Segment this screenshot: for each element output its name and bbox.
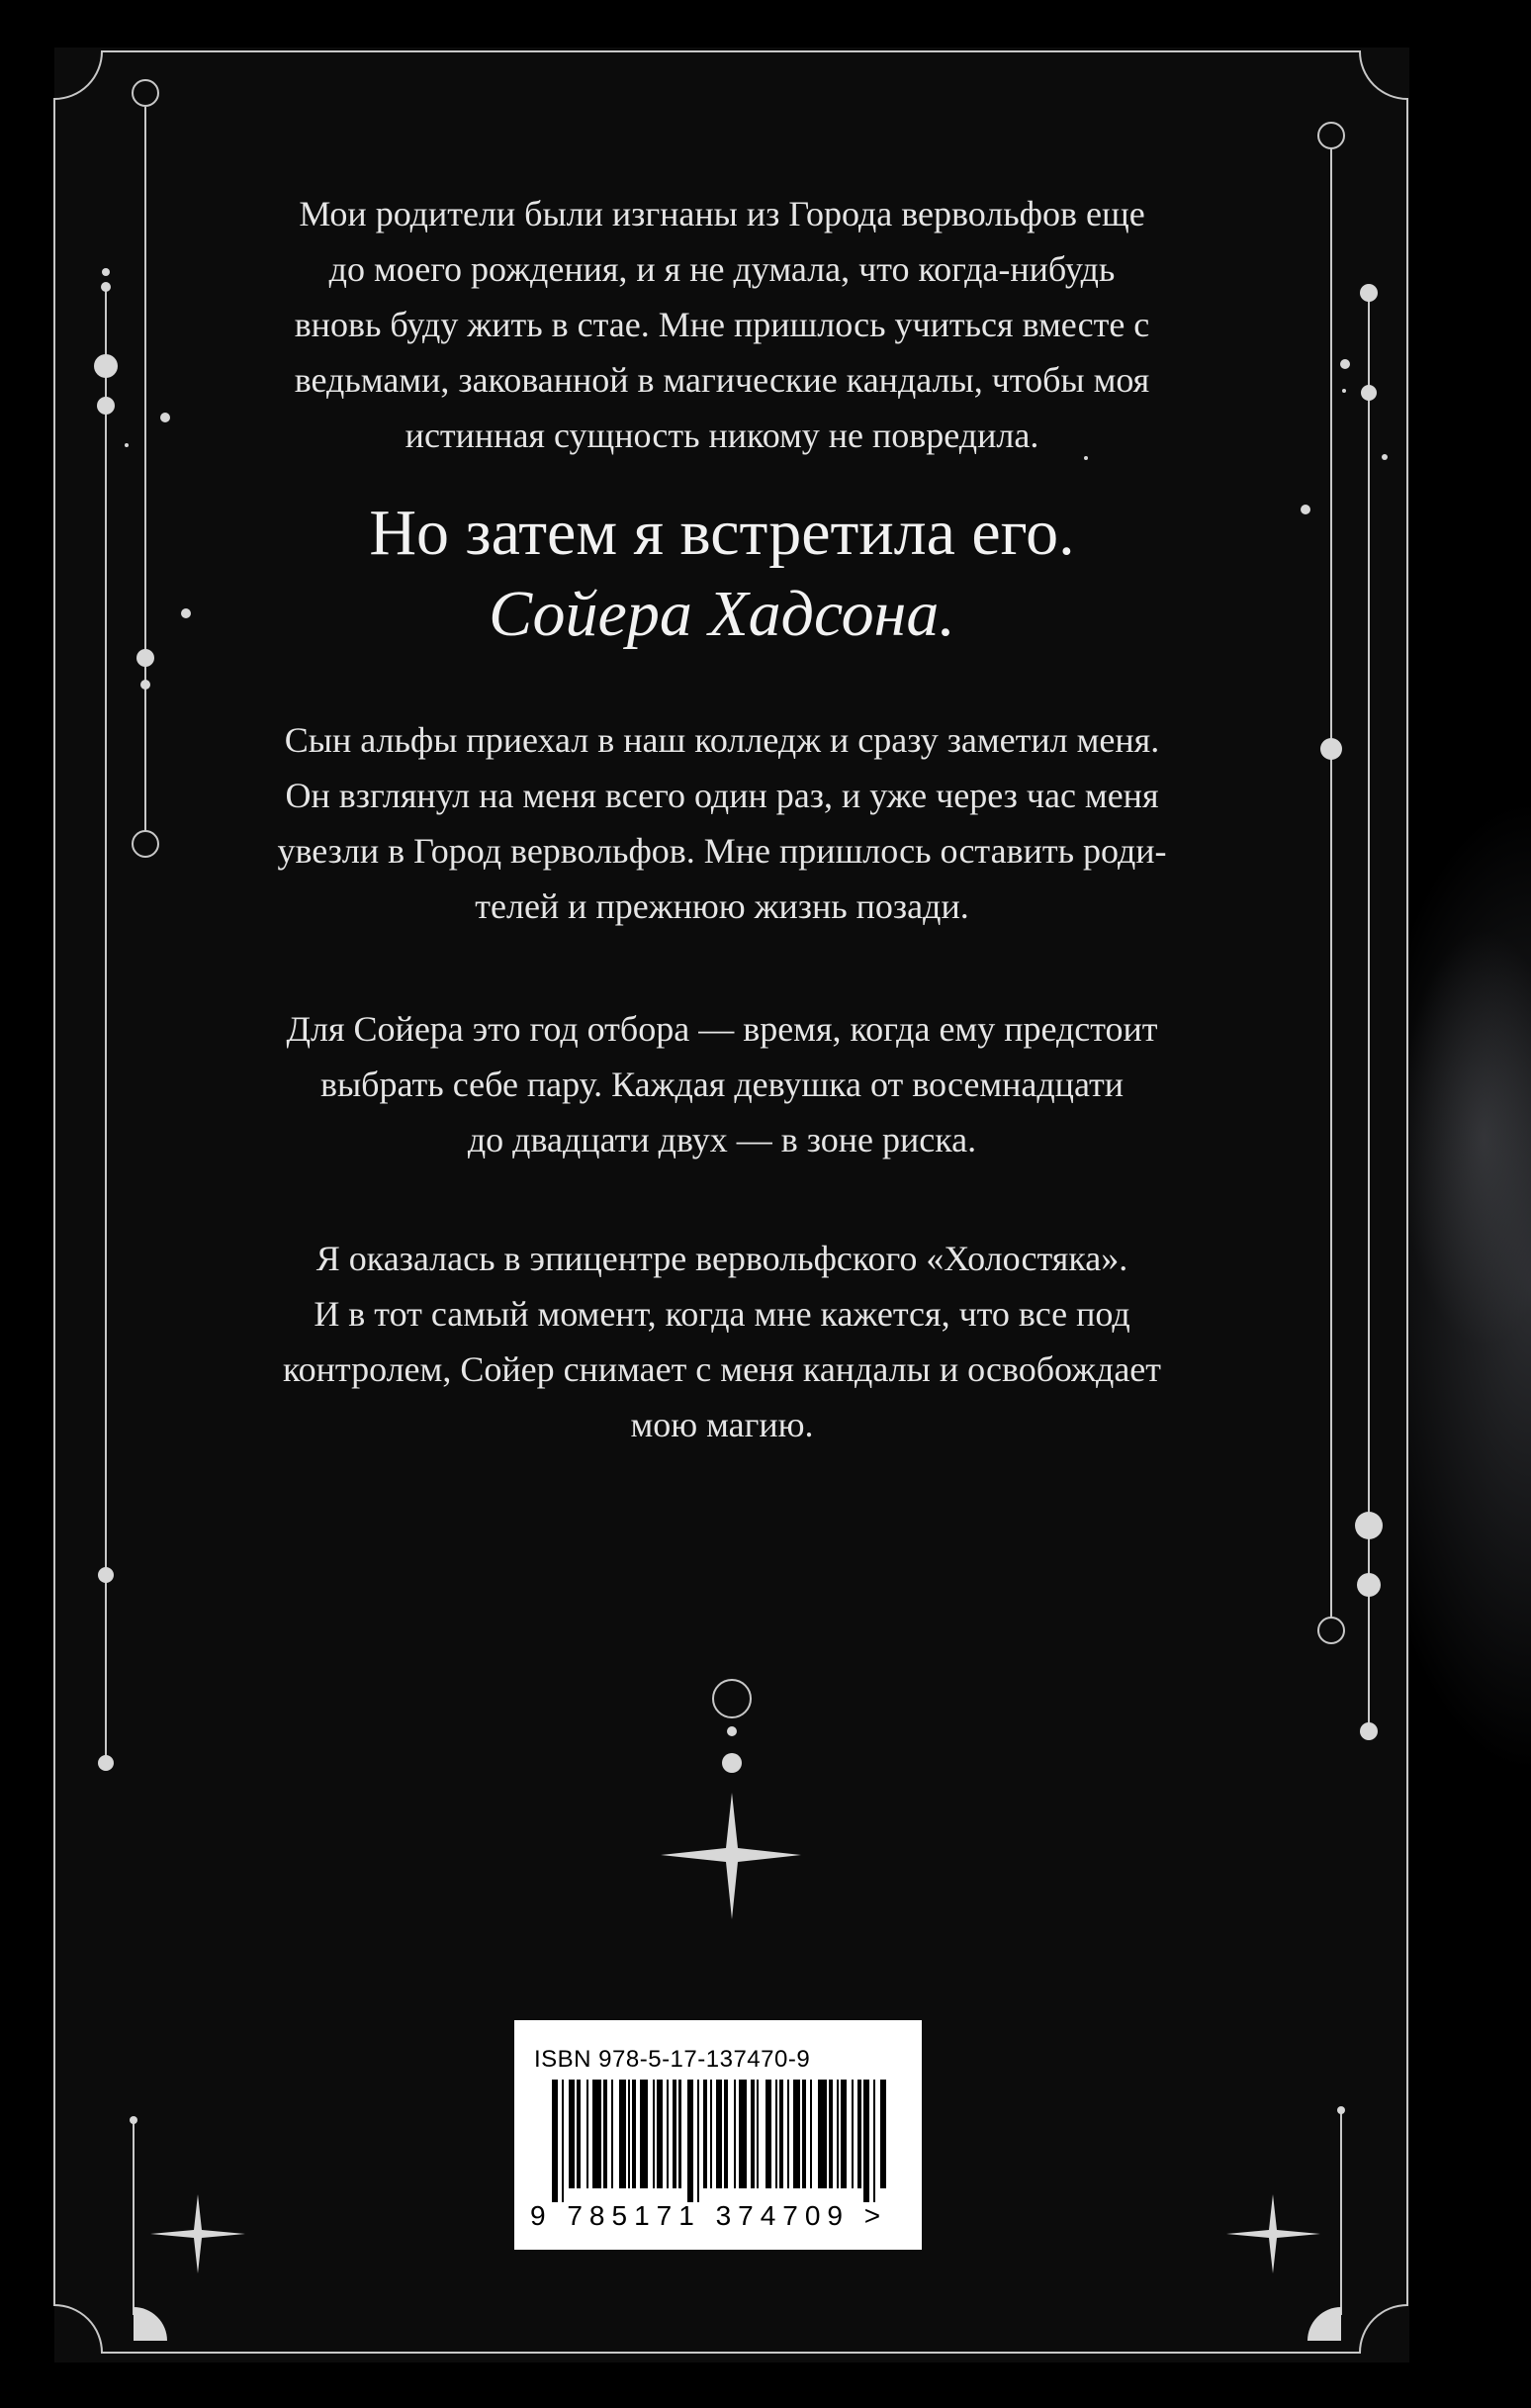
barcode-panel — [514, 2020, 922, 2250]
text-line: Он взглянул на меня всего один раз, и уже через час меня — [285, 776, 1159, 815]
text-line: контролем, Сойер снимает с меня кандалы и освобождает — [282, 1349, 1162, 1389]
ean-digits: 9 785171 374709 > — [530, 2200, 888, 2231]
text-line: увезли в Город вервольфов. Мне пришлось оставить роди- — [277, 831, 1167, 871]
text-line: выбрать себе пару. Каждая девушка от восемнадцати — [320, 1065, 1124, 1104]
text-line: Мои родители были изгнаны из Города вервольфов еще — [299, 194, 1145, 233]
synopsis-paragraph-4 — [198, 1231, 1246, 1452]
barcode-bars — [552, 2080, 886, 2198]
text-line: Для Сойера это год отбора — время, когда ему предстоит — [286, 1009, 1158, 1049]
text-line: Сын альфы приехал в наш колледж и сразу заметил меня. — [284, 720, 1160, 760]
barcode-bar — [592, 2080, 600, 2188]
text-line: до моего рождения, и я не думала, что когда-нибудь — [328, 249, 1116, 289]
barcode-bar — [739, 2080, 747, 2188]
synopsis-paragraph-3 — [198, 1001, 1246, 1167]
barcode-bar — [880, 2080, 886, 2188]
synopsis-paragraph-1 — [198, 186, 1246, 463]
synopsis-paragraph-2 — [198, 712, 1246, 934]
barcode-bar — [818, 2080, 826, 2188]
headline — [198, 493, 1246, 655]
text-line: истинная сущность никому не повредила. — [405, 416, 1039, 455]
text-line: телей и прежнюю жизнь позади. — [475, 886, 969, 926]
text-line: вновь буду жить в стае. Мне пришлось учиться вместе с — [294, 305, 1150, 344]
isbn-label: ISBN 978-5-17-137470-9 — [534, 2046, 811, 2073]
text-line: мою магию. — [630, 1405, 814, 1444]
headline-line-2: Сойера Хадсона. — [489, 578, 955, 650]
text-line: ведьмами, закованной в магические кандалы, чтобы моя — [294, 360, 1150, 400]
text-line: до двадцати двух — в зоне риска. — [467, 1120, 977, 1159]
text-line: И в тот самый момент, когда мне кажется, что все под — [314, 1294, 1130, 1334]
text-line: Я оказалась в эпицентре вервольфского «Холостяка». — [315, 1239, 1128, 1278]
barcode-bar — [640, 2080, 648, 2188]
headline-line-1: Но затем я встретила его. — [369, 497, 1075, 569]
